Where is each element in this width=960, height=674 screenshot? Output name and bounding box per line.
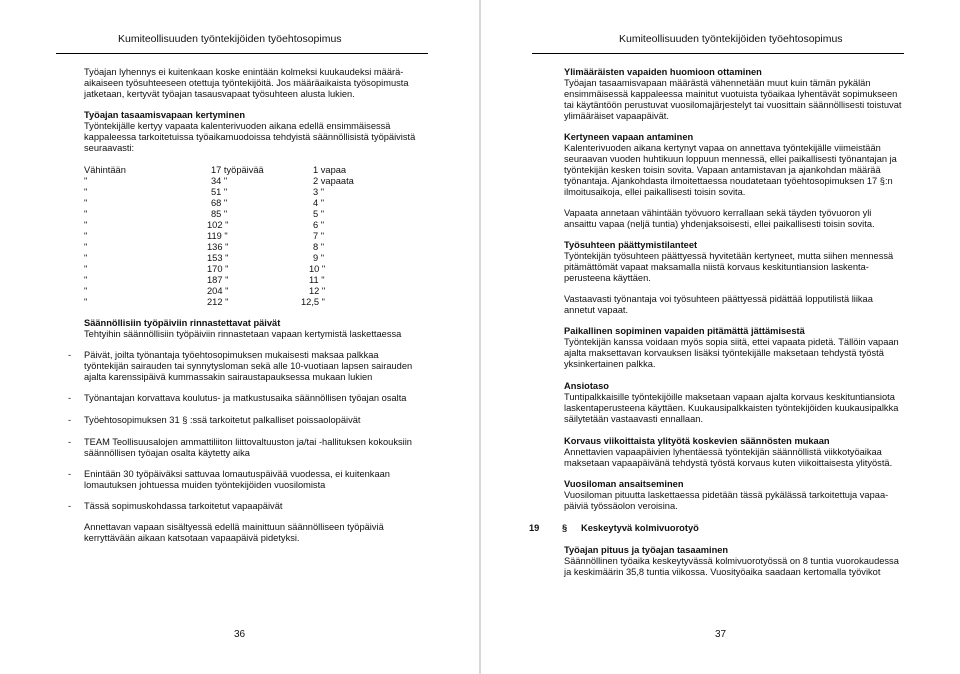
page-number: 37 [715, 629, 727, 640]
list-item-line: Työehtosopimuksen 31 § :ssä tarkoitetut palkalliset poissaolopäivät [84, 415, 361, 425]
table-row-days: 102 " [207, 220, 229, 230]
paragraph-line: Vapaata annetaan vähintään työvuoro kerrallaan sekä täyden työvuoron yli [564, 208, 872, 218]
section-heading: Paikallinen sopiminen vapaiden pitämättä jättämisestä [564, 326, 805, 336]
list-item-line: Työnantajan korvattava koulutus- ja matkustusaika säännöllisen työajan osalta [84, 393, 407, 403]
section-number: 19 [529, 523, 540, 533]
table-row-label: " [84, 187, 88, 197]
paragraph-line: Vuosiloman pituutta laskettaessa pidetään tässä pykälässä tarkoitettuja vapaa- [564, 490, 889, 500]
table-row-free: 6 " [313, 220, 325, 230]
closing-line: kerryttävään aikaan katsotaan vapaapäivä pidetyksi. [84, 533, 300, 543]
left-page [0, 0, 479, 674]
paragraph-line: Työntekijän työsuhteen päättyessä hyvitetään kertyneet, mutta siihen mennessä [564, 251, 894, 261]
paragraph-line: Kalenterivuoden aikana kertynyt vapaa on annettava työntekijälle viimeistään [564, 143, 881, 153]
paragraph-line: päiviä työssäolon veroisina. [564, 501, 678, 511]
paragraph-line: Työntekijän kanssa voidaan myös sopia siitä, ettei vapaata pidetä. Tällöin vapaan [564, 337, 899, 347]
section-title: Keskeytyvä kolmivuorotyö [581, 523, 699, 533]
paragraph-line: seuraavan vuoden huhtikuun loppuun mennessä, ellei paikallisesti työnantajan ja [564, 154, 897, 164]
table-row-free: 3 " [313, 187, 325, 197]
paragraph-line: annetut vapaat. [564, 305, 629, 315]
table-row-free: 11 " [309, 275, 325, 285]
header-rule [56, 53, 428, 54]
section-heading: Kertyneen vapaan antaminen [564, 132, 694, 142]
list-item-line: Enintään 30 työpäiväksi sattuvaa lomautuspäivää vuodessa, ei kuitenkaan [84, 469, 390, 479]
list-dash: - [68, 350, 72, 360]
list-dash: - [68, 501, 72, 511]
closing-line: Annettavan vapaan sisältyessä edellä mainittuun säännölliseen työpäiviä [84, 522, 384, 532]
paragraph-line: ja keskimäärin 35,8 tuntia viikossa. Vuosityöaika saadaan kertomalla työvikot [564, 567, 881, 577]
intro-line: aikaiseen työsuhteeseen otettuja työntekijöitä. Jos määräaikaista työsopimusta [84, 78, 409, 88]
list-dash: - [68, 469, 72, 479]
list-dash: - [68, 415, 72, 425]
page-header-title: Kumiteollisuuden työntekijöiden työehtosopimus [619, 33, 843, 45]
table-row-free: 5 " [313, 209, 325, 219]
intro-line: jatketaan, kertyvät työajan tasausvapaat työsuhteen alusta lukien. [84, 89, 355, 99]
paragraph-line: ansaittu vapaa (neljä tuntia) yhdenjaksoisesti, ellei paikallisesti toisin sovita. [564, 219, 875, 229]
section-heading: Vuosiloman ansaitseminen [564, 479, 684, 489]
list-item-line: Tässä sopimuskohdassa tarkoitetut vapaapäivät [84, 501, 283, 511]
list-item-line: työntekijän sairauden tai synnytysloman sekä alle 10-vuotiaan lapsen sairauden [84, 361, 413, 371]
intro-line: Työajan lyhennys ei kuitenkaan koske enintään kolmeksi kuukaudeksi määrä- [84, 67, 404, 77]
list-item-line: säännöllisen työajan osalta käytetty aika [84, 448, 250, 458]
right-page [481, 0, 960, 674]
section-heading: Ansiotaso [564, 381, 609, 391]
paragraph-line: laskentaperusteena käyttäen. Kuukausipalkkaisten työntekijöiden kuukausipalkka [564, 403, 899, 413]
table-row-days: 85 " [211, 209, 228, 219]
table-row-free: 12 " [309, 286, 326, 296]
table-row-days: 136 " [207, 242, 229, 252]
accrual-text-line: kappaleessa tarkoitetuissa työaikamuodoissa tehdyistä säännöllisistä työpäivistä [84, 132, 416, 142]
table-row-days: 68 " [211, 198, 228, 208]
paragraph-line: Annettavien vapaapäivien lyhentäessä työntekijän säännöllistä viikkotyöaikaa [564, 447, 882, 457]
table-row-label: " [84, 209, 88, 219]
paragraph-line: säilytetään vastaavasti ennallaan. [564, 414, 704, 424]
paragraph-line: Säännöllinen työaika keskeytyvässä kolmivuorotyössä on 8 tuntia vuorokaudessa [564, 556, 899, 566]
page-header-title: Kumiteollisuuden työntekijöiden työehtosopimus [118, 33, 342, 45]
equiv-text: Tehtyihin säännöllisiin työpäiviin rinnastetaan vapaan kertymistä laskettaessa [84, 329, 402, 339]
list-dash: - [68, 437, 72, 447]
paragraph-line: ajalta maksettavan korvauksen lisäksi työntekijälle maksetaan tehdystä työstä [564, 348, 884, 358]
accrual-text-line: seuraavasti: [84, 143, 135, 153]
section-heading: Työsuhteen päättymistilanteet [564, 240, 698, 250]
table-row-days: 17 työpäivää [211, 165, 264, 175]
table-row-free: 8 " [313, 242, 325, 252]
table-row-label: " [84, 275, 88, 285]
table-row-free: 12,5 " [301, 297, 325, 307]
section-heading: Ylimääräisten vapaiden huomioon ottaminen [564, 67, 762, 77]
table-row-label: " [84, 220, 88, 230]
header-rule [532, 53, 904, 54]
paragraph-line: pitämättömät vapaat maksamalla niistä korvaus keskituntiansion laskenta- [564, 262, 869, 272]
section-heading: Korvaus viikoittaista ylityötä koskevien säännösten mukaan [564, 436, 830, 446]
table-row-days: 51 " [211, 187, 228, 197]
table-row-free: 7 " [313, 231, 325, 241]
table-row-label: " [84, 297, 88, 307]
paragraph-line: Tuntipalkkaisille työntekijöille maksetaan vapaan ajalta korvaus keskituntiansiota [564, 392, 895, 402]
table-row-days: 34 " [211, 176, 228, 186]
paragraph-line: ensimmäisessä kappaleessa mainitut vuotuista työaikaa lyhentävät sopimukseen [564, 89, 898, 99]
paragraph-line: Työajan tasaamisvapaan määrästä vähennetään muut kuin tämän pykälän [564, 78, 871, 88]
equiv-heading: Säännöllisiin työpäiviin rinnastettavat päivät [84, 318, 281, 328]
table-row-days: 153 " [207, 253, 229, 263]
list-dash: - [68, 393, 72, 403]
table-row-label: " [84, 231, 88, 241]
paragraph-line: maksetaan vapaapäivänä tehdystä työstä korvaus kuten viikoittaisesta ylityöstä. [564, 458, 893, 468]
list-item-line: ajalta karenssipäivä kummassakin sairaustapauksessa mukaan lukien [84, 372, 373, 382]
table-row-label: " [84, 286, 88, 296]
table-row-days: 119 " [207, 231, 228, 241]
section-heading: Työajan pituus ja työajan tasaaminen [564, 545, 729, 555]
table-row-days: 187 " [207, 275, 229, 285]
table-row-label: " [84, 264, 88, 274]
table-row-label: Vähintään [84, 165, 126, 175]
table-row-days: 204 " [207, 286, 229, 296]
paragraph-line: perusteena käyttäen. [564, 273, 651, 283]
table-row-free: 9 " [313, 253, 325, 263]
table-row-free: 4 " [313, 198, 325, 208]
paragraph-line: yksinkertainen palkka. [564, 359, 656, 369]
paragraph-line: työntekijän kesken toisin sovita. Vapaan antamistavan ja ajankohdan määrää [564, 165, 881, 175]
table-row-free: 10 " [309, 264, 326, 274]
accrual-text-line: Työntekijälle kertyy vapaata kalenterivuoden aikana edellä ensimmäisessä [84, 121, 391, 131]
accrual-heading: Työajan tasaamisvapaan kertyminen [84, 110, 246, 120]
table-row-days: 170 " [207, 264, 229, 274]
table-row-label: " [84, 198, 88, 208]
page-number: 36 [234, 629, 246, 640]
table-row-free: 2 vapaata [313, 176, 354, 186]
paragraph-line: Vastaavasti työnantaja voi työsuhteen päättyessä pidättää lopputilistä liikaa [564, 294, 873, 304]
paragraph-line: ilmoitusaikoja, ellei paikallisesti toisin sovita. [564, 187, 746, 197]
table-row-label: " [84, 253, 88, 263]
paragraph-line: tai käytäntöön perustuvat vuosilomajärjestelyt tai vuosittain säännöllisesti toistuvat [564, 100, 902, 110]
table-row-label: " [84, 242, 88, 252]
paragraph-line: ylimääräiset vapaapäivät. [564, 111, 669, 121]
list-item-line: TEAM Teollisuusalojen ammattiliiton liittovaltuuston ja/tai -hallituksen kokouksiin [84, 437, 412, 447]
paragraph-line: työnantaja. Ajankohdasta ilmoitettaessa noudatetaan työehtosopimuksen 17 §:n [564, 176, 893, 186]
list-item-line: lomautuksen johtuessa muiden työntekijöiden vuosilomista [84, 480, 326, 490]
table-row-free: 1 vapaa [313, 165, 347, 175]
table-row-days: 212 " [207, 297, 229, 307]
table-row-label: " [84, 176, 88, 186]
list-item-line: Päivät, joilta työnantaja työehtosopimuksen mukaisesti maksaa palkkaa [84, 350, 379, 360]
section-symbol: § [562, 523, 568, 533]
